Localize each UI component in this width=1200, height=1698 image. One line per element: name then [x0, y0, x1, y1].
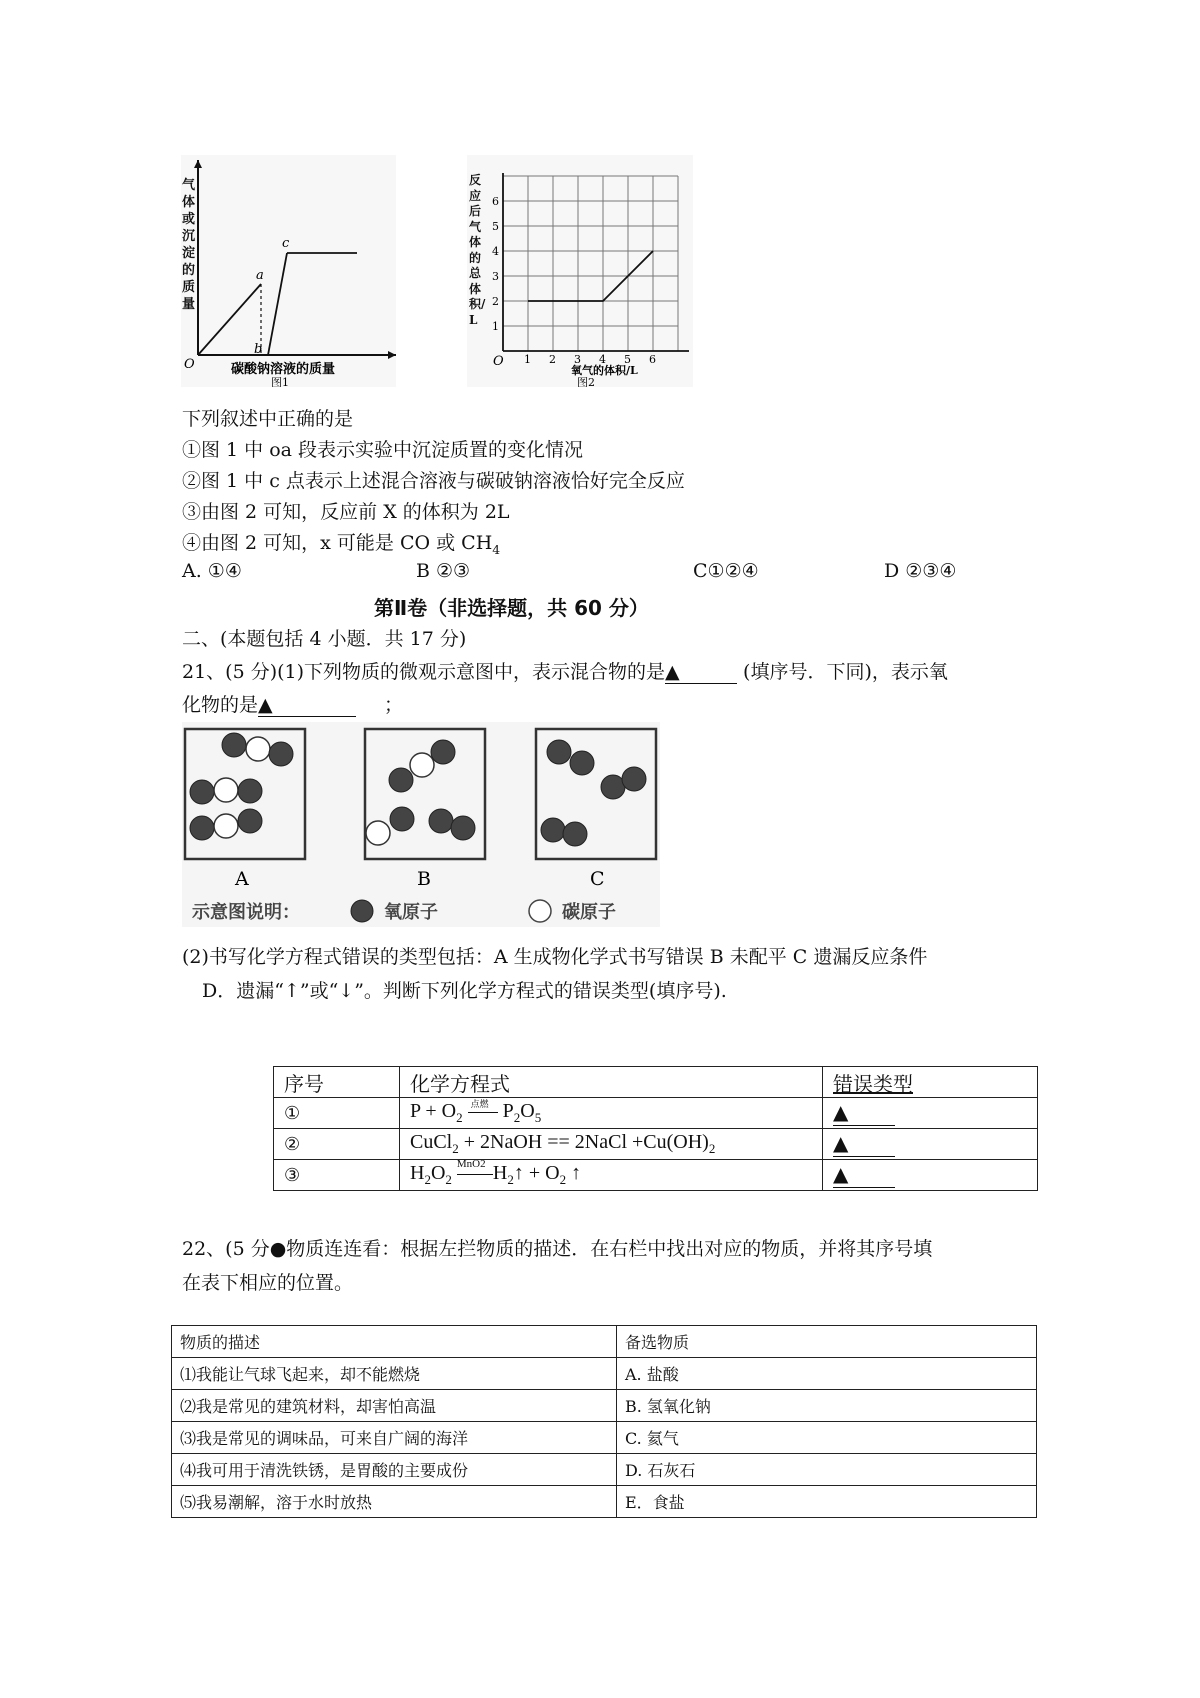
- equation-3: $H_2O_2$ MnO2 $H_2↑ + O_2$ ↑: [400, 1160, 823, 1191]
- legend-carbon-label: 碳原子: [562, 902, 616, 923]
- y-tick-label: 4: [492, 245, 499, 258]
- part-2-intro: 二、(本题包括 4 小题．共 17 分): [182, 628, 467, 650]
- fig2-origin: O: [493, 354, 504, 369]
- q21-line-2-post: ；: [384, 694, 404, 716]
- fig1-x-arrow: [388, 351, 396, 359]
- q20-statement-3: ③由图 2 可知，反应前 X 的体积为 2L: [182, 501, 510, 523]
- header-error-type-text: 错误类型: [833, 1073, 913, 1096]
- figure-2: [467, 155, 693, 387]
- q20-statement-4-sub: 4: [492, 542, 501, 557]
- fig2-grid: [503, 176, 678, 351]
- table-row: [274, 1098, 1038, 1129]
- q21-part2-line-1: (2)书写化学方程式错误的类型包括：A 生成物化学式书写错误 B 未配平 C 遗漏反应条件: [182, 946, 928, 968]
- x-tick-label: 2: [549, 353, 556, 366]
- option-4: D. 石灰石: [617, 1454, 1037, 1486]
- fig1-ylabel: 气体或沉淀的质量: [182, 178, 196, 312]
- q20-statement-4: [182, 528, 500, 557]
- label-a: A: [235, 868, 249, 890]
- option-2: B. 氢氧化钠: [617, 1390, 1037, 1422]
- table-row: [172, 1486, 1037, 1518]
- y-tick-label: 2: [492, 295, 499, 308]
- figure-1-svg: [181, 155, 396, 387]
- fig1-line-oa: [198, 284, 261, 355]
- description-2: ⑵我是常见的建筑材料，却害怕高温: [172, 1390, 617, 1422]
- answer-blank-3[interactable]: [833, 1162, 895, 1188]
- section-2-title: 第Ⅱ卷（非选择题，共 60 分）: [374, 596, 649, 620]
- q21-blank-mixture[interactable]: [665, 661, 737, 684]
- condition-catalyst: MnO2: [456, 1158, 486, 1171]
- x-tick-label: 3: [574, 353, 581, 366]
- q20-statement-1: ①图 1 中 oa 段表示实验中沉淀质置的变化情况: [182, 439, 584, 461]
- molecules-c: [541, 740, 646, 846]
- legend-carbon-dot: [529, 900, 551, 922]
- table-row: [172, 1454, 1037, 1486]
- fig2-ylabel: 反应后气体的总体积/L: [469, 173, 486, 327]
- description-3: ⑶我是常见的调味品，可来自广阔的海洋: [172, 1422, 617, 1454]
- molecule-diagram-svg: [182, 722, 660, 927]
- molecules-a: [190, 733, 293, 840]
- equation-table: [273, 1066, 1038, 1191]
- y-tick-label: 3: [492, 270, 499, 283]
- fig2-caption: 图2: [577, 376, 595, 387]
- q21-blank-oxide-mark: ▲: [258, 694, 273, 716]
- row-no: ③: [274, 1160, 400, 1191]
- description-1: ⑴我能让气球飞起来，却不能燃烧: [172, 1358, 617, 1390]
- header-equation: 化学方程式: [400, 1067, 823, 1098]
- fig1-origin: O: [184, 357, 195, 372]
- answer-mark: ▲: [833, 1162, 849, 1186]
- q20-option-a[interactable]: A. ①④: [182, 560, 242, 582]
- substance-table: [171, 1325, 1037, 1518]
- y-tick-label: 5: [492, 220, 499, 233]
- q22-line-1: 22、(5 分●物质连连看：根据左拦物质的描述．在右栏中找出对应的物质，并将其序号填: [182, 1238, 933, 1260]
- q21-part2-line-2: D．遗漏“↑”或“↓”。判断下列化学方程式的错误类型(填序号).: [202, 980, 727, 1002]
- condition-ignite: 点燃: [470, 1099, 489, 1110]
- x-tick-label: 5: [624, 353, 631, 366]
- q22-line-2: 在表下相应的位置。: [182, 1272, 354, 1294]
- equation-table-header: [274, 1067, 1038, 1098]
- q20-option-b[interactable]: B ②③: [416, 560, 471, 582]
- x-tick-label: 6: [649, 353, 656, 366]
- fig2-xlabel: 氧气的体积/L: [571, 364, 638, 377]
- y-tick-label: 6: [492, 195, 499, 208]
- q21-line-1: [182, 657, 948, 684]
- q21-line-2-pre: 化物的是: [182, 694, 259, 716]
- fig1-point-c: c: [282, 236, 290, 251]
- row-no: ②: [274, 1129, 400, 1160]
- substance-table-header: [172, 1326, 1037, 1358]
- answer-cell-1[interactable]: [823, 1098, 1038, 1129]
- molecule-diagram: [182, 722, 660, 927]
- header-error-type: [823, 1067, 1038, 1098]
- q21-line-2: [182, 690, 403, 717]
- x-tick-label: 1: [524, 353, 531, 366]
- q21-blank-mixture-mark: ▲: [665, 661, 680, 683]
- answer-mark: ▲: [833, 1100, 849, 1124]
- q21-blank-oxide[interactable]: [258, 694, 356, 717]
- header-description: 物质的描述: [172, 1326, 617, 1358]
- table-row: [172, 1358, 1037, 1390]
- description-5: ⑸我易潮解，溶于水时放热: [172, 1486, 617, 1518]
- option-3: C. 氦气: [617, 1422, 1037, 1454]
- table-row: [274, 1160, 1038, 1191]
- equation-2: CuCl$_2$ + 2NaOH == 2NaCl $+Cu(OH)_2$: [400, 1129, 823, 1160]
- equation-1: $P + O_2$ 点燃 $P_2O_5$: [400, 1098, 823, 1129]
- label-b: B: [417, 868, 431, 890]
- legend-oxygen-dot: [351, 900, 373, 922]
- legend-intro: 示意图说明：: [192, 902, 300, 923]
- fig2-y-ticks: [492, 195, 499, 333]
- fig1-y-arrow: [194, 160, 202, 168]
- q20-option-c[interactable]: C①②④: [693, 560, 759, 582]
- option-1: A. 盐酸: [617, 1358, 1037, 1390]
- legend-oxygen-label: 氧原子: [384, 902, 438, 923]
- figure-1: [181, 155, 396, 387]
- fig1-caption: 图1: [271, 376, 289, 387]
- answer-mark: ▲: [833, 1131, 849, 1155]
- q21-line-1-pre: 21、(5 分)(1)下列物质的微观示意图中，表示混合物的是: [182, 661, 666, 683]
- fig1-xlabel: 碳酸钠溶液的质量: [231, 362, 336, 377]
- q20-stem: 下列叙述中正确的是: [182, 408, 354, 430]
- label-c: C: [590, 868, 605, 890]
- q20-statement-2: ②图 1 中 c 点表示上述混合溶液与碳破钠溶液恰好完全反应: [182, 470, 685, 492]
- q20-statement-4-text: ④由图 2 可知，x 可能是 CO 或 CH: [182, 532, 493, 554]
- figure-2-svg: [467, 155, 693, 387]
- fig1-point-a: a: [256, 268, 264, 283]
- table-row: [274, 1129, 1038, 1160]
- row-no: ①: [274, 1098, 400, 1129]
- q20-option-d[interactable]: D ②③④: [884, 560, 957, 582]
- answer-blank-1[interactable]: [833, 1100, 895, 1126]
- answer-blank-2[interactable]: [833, 1131, 895, 1157]
- fig1-line-bc: [268, 253, 287, 355]
- answer-cell-2[interactable]: [823, 1129, 1038, 1160]
- x-tick-label: 4: [599, 353, 606, 366]
- y-tick-label: 1: [492, 320, 499, 333]
- description-4: ⑷我可用于清洗铁锈，是胃酸的主要成份: [172, 1454, 617, 1486]
- header-no: 序号: [274, 1067, 400, 1098]
- q21-line-1-post: (填序号．下同)，表示氧: [743, 661, 948, 683]
- answer-cell-3[interactable]: [823, 1160, 1038, 1191]
- header-options: 备选物质: [617, 1326, 1037, 1358]
- table-row: [172, 1422, 1037, 1454]
- option-5: E．食盐: [617, 1486, 1037, 1518]
- molecules-b: [366, 740, 475, 845]
- fig1-point-b: b: [254, 342, 263, 357]
- table-row: [172, 1390, 1037, 1422]
